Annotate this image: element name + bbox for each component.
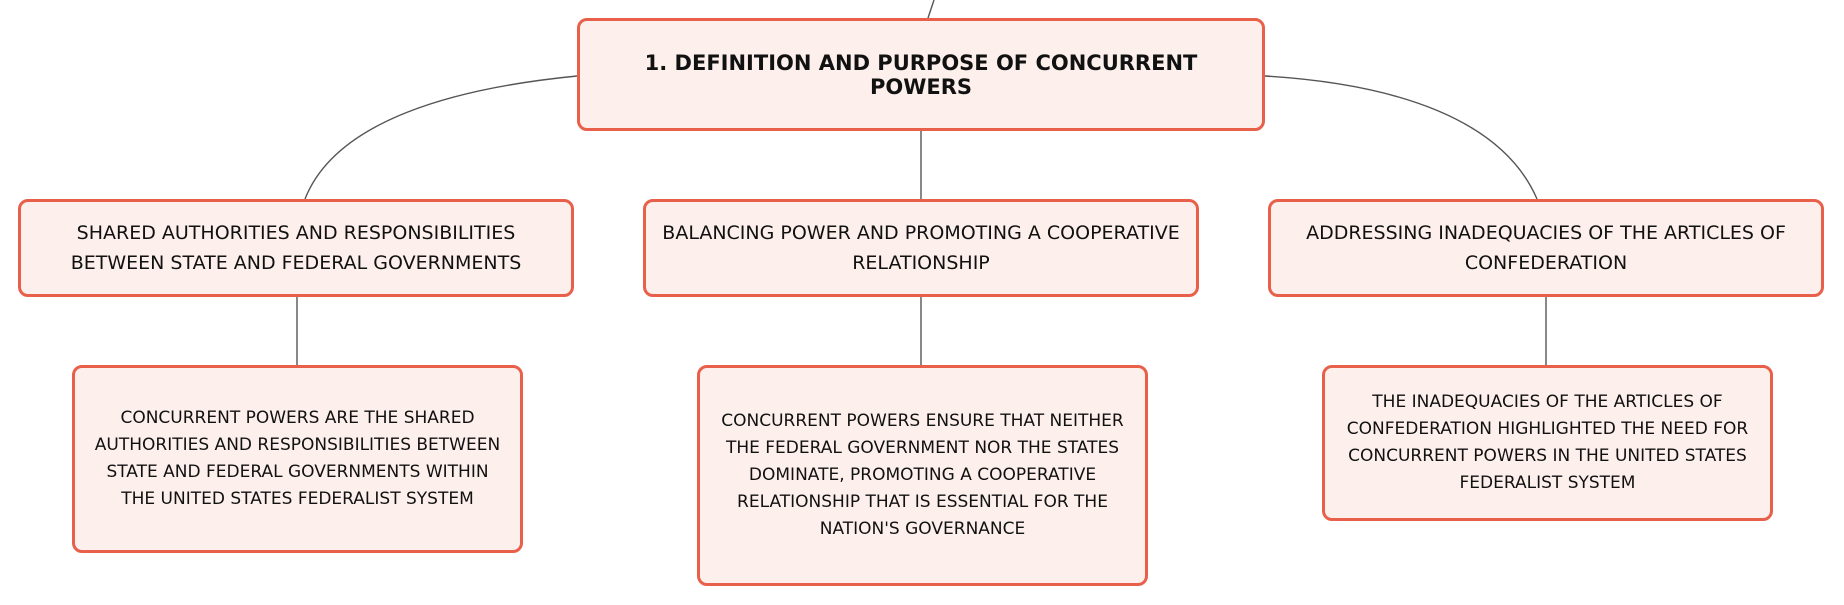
detail-text: THE INADEQUACIES OF THE ARTICLES OF CONFEDERATION HIGHLIGHTED THE NEED FOR CONCURRENT POWERS IN THE UNITED STATES FEDERALIST SYSTEM bbox=[1346, 392, 1749, 493]
subtopic-label: ADDRESSING INADEQUACIES OF THE ARTICLES OF CONFEDERATION bbox=[1306, 222, 1786, 274]
detail-node-shared-authorities[interactable] bbox=[72, 365, 523, 553]
subtopic-node-articles-of-confederation[interactable] bbox=[1268, 199, 1824, 297]
subtopic-label: SHARED AUTHORITIES AND RESPONSIBILITIES BETWEEN STATE AND FEDERAL GOVERNMENTS bbox=[70, 222, 522, 274]
detail-node-balancing-power[interactable] bbox=[697, 365, 1148, 586]
connector-root-to-branch-1 bbox=[305, 76, 577, 199]
detail-node-articles-of-confederation[interactable] bbox=[1322, 365, 1773, 521]
root-topic-node[interactable] bbox=[577, 18, 1265, 131]
detail-text: CONCURRENT POWERS ENSURE THAT NEITHER THE FEDERAL GOVERNMENT NOR THE STATES DOMINATE, PROMOTING A COOPERATIVE RELATIONSHIP THAT IS ESSENTIAL FOR THE NATION'S GOVERNANCE bbox=[721, 411, 1124, 539]
detail-text: CONCURRENT POWERS ARE THE SHARED AUTHORITIES AND RESPONSIBILITIES BETWEEN STATE AND FEDERAL GOVERNMENTS WITHIN THE UNITED STATES FEDERALIST SYSTEM bbox=[94, 408, 501, 509]
subtopic-label: BALANCING POWER AND PROMOTING A COOPERATIVE RELATIONSHIP bbox=[662, 222, 1180, 274]
subtopic-node-shared-authorities[interactable] bbox=[18, 199, 574, 297]
connector-root-to-branch-3 bbox=[1265, 76, 1537, 199]
root-topic-label: 1. DEFINITION AND PURPOSE OF CONCURRENT POWERS bbox=[644, 50, 1198, 99]
connector-parent-to-root bbox=[928, 0, 934, 18]
subtopic-node-balancing-power[interactable] bbox=[643, 199, 1199, 297]
